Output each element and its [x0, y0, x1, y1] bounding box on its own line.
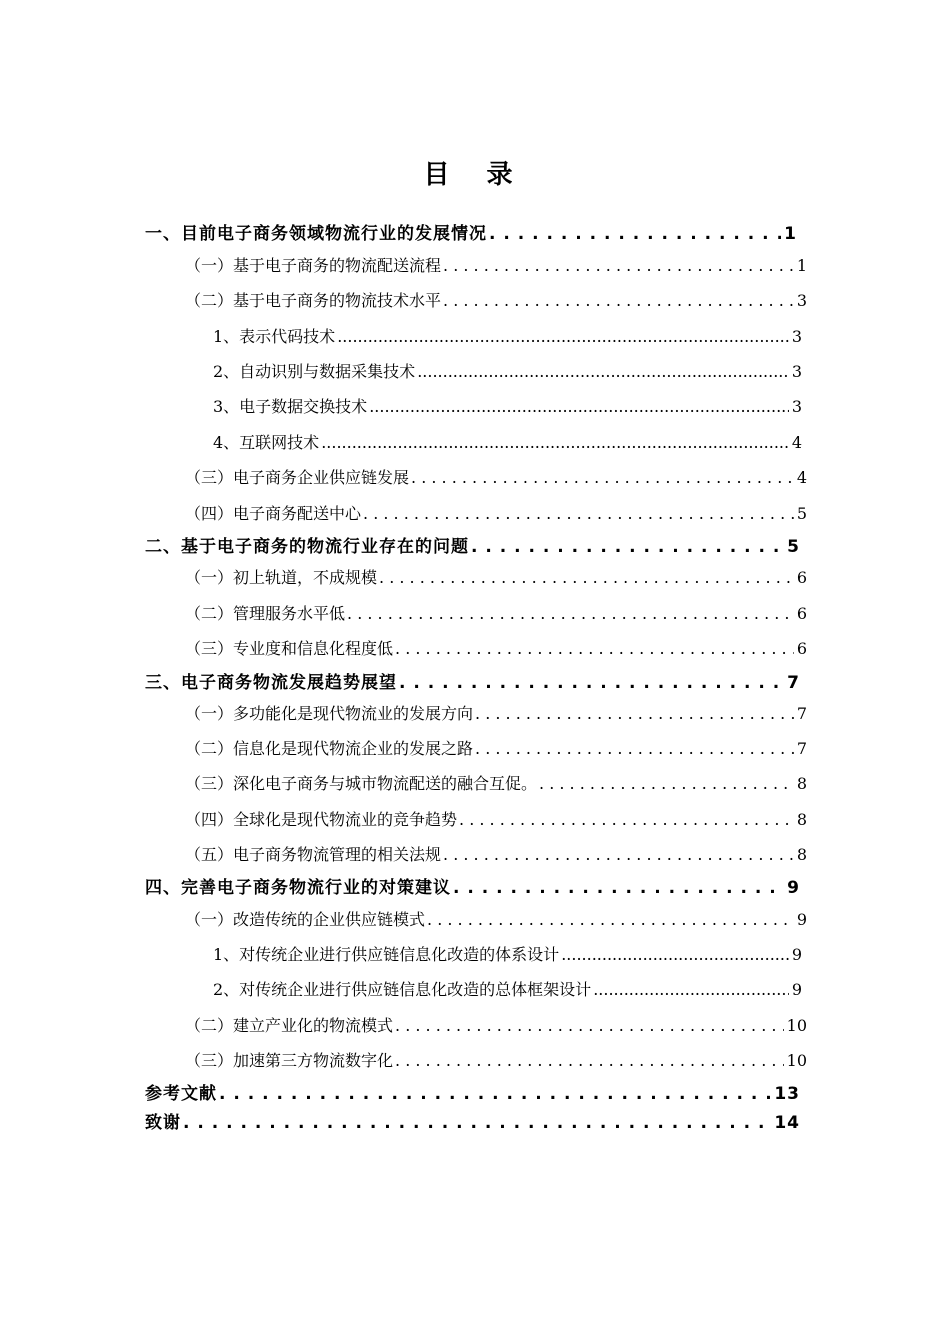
toc-entry-label: （三）深化电子商务与城市物流配送的融合互促。 — [185, 774, 538, 793]
dot-leader — [475, 699, 794, 729]
toc-entry-1-4[interactable] — [185, 499, 807, 529]
toc-entry-label: （三）专业度和信息化程度低 — [185, 639, 394, 658]
dot-leader — [459, 805, 794, 835]
toc-entry-page: 6 — [796, 639, 807, 658]
toc-entry-4-2[interactable] — [185, 1011, 807, 1041]
dot-leader — [395, 1011, 784, 1041]
toc-entry-3-3[interactable] — [185, 769, 807, 799]
dot-leader — [337, 322, 789, 352]
toc-entry-label: （二）信息化是现代物流企业的发展之路 — [185, 739, 474, 758]
toc-entry-page: 1 — [784, 224, 797, 244]
toc-entry-section-2[interactable] — [145, 532, 800, 562]
dot-leader — [399, 668, 784, 698]
dot-leader — [539, 769, 794, 799]
dot-leader — [395, 634, 794, 664]
toc-entry-page: 8 — [796, 810, 807, 829]
toc-entry-page: 14 — [774, 1113, 800, 1133]
toc-entry-page: 5 — [787, 537, 800, 557]
toc-entry-label: 3、电子数据交换技术 — [213, 397, 368, 416]
toc-entry-label: 4、互联网技术 — [213, 433, 320, 452]
toc-entry-page: 13 — [774, 1084, 800, 1104]
toc-entry-3-4[interactable] — [185, 805, 807, 835]
toc-entry-label: （三）加速第三方物流数字化 — [185, 1051, 394, 1070]
toc-entry-3-2[interactable] — [185, 734, 807, 764]
toc-entry-page: 4 — [791, 433, 802, 452]
toc-entry-2-3[interactable] — [185, 634, 807, 664]
toc-entry-1-2-1[interactable] — [213, 322, 802, 352]
dot-leader — [369, 392, 789, 422]
toc-entry-label: 二、基于电子商务的物流行业存在的问题 — [145, 537, 469, 557]
toc-entry-1-2-4[interactable] — [213, 428, 802, 458]
toc-entry-page: 7 — [796, 739, 807, 758]
toc-entry-label: （四）全球化是现代物流业的竞争趋势 — [185, 810, 458, 829]
dot-leader — [593, 975, 789, 1005]
toc-entry-1-2-2[interactable] — [213, 357, 802, 387]
dot-leader — [443, 840, 794, 870]
toc-entry-label: 三、电子商务物流发展趋势展望 — [145, 673, 397, 693]
toc-entry-page: 1 — [796, 256, 807, 275]
toc-entry-page: 10 — [786, 1016, 807, 1035]
toc-entry-label: （二）管理服务水平低 — [185, 604, 346, 623]
toc-entry-page: 9 — [791, 980, 802, 999]
toc-entry-label: 一、目前电子商务领域物流行业的发展情况 — [145, 224, 487, 244]
toc-entry-1-3[interactable] — [185, 463, 807, 493]
toc-title: 目 录 — [423, 160, 527, 190]
toc-entry-page: 3 — [791, 362, 802, 381]
toc-entry-4-1-1[interactable] — [213, 940, 802, 970]
toc-entry-label: 致谢 — [145, 1113, 181, 1133]
toc-entry-page: 9 — [791, 945, 802, 964]
toc-entry-label: （一）多功能化是现代物流业的发展方向 — [185, 704, 474, 723]
toc-entry-page: 3 — [791, 397, 802, 416]
toc-entry-page: 10 — [786, 1051, 807, 1070]
toc-entry-page: 7 — [796, 704, 807, 723]
dot-leader — [183, 1108, 771, 1138]
dot-leader — [427, 905, 794, 935]
dot-leader — [321, 428, 789, 458]
dot-leader — [443, 286, 794, 316]
dot-leader — [219, 1079, 771, 1109]
dot-leader — [489, 219, 781, 249]
toc-entry-page: 3 — [796, 291, 807, 310]
dot-leader — [363, 499, 794, 529]
toc-entry-4-3[interactable] — [185, 1046, 807, 1076]
dot-leader — [453, 873, 784, 903]
toc-entry-section-4[interactable] — [145, 873, 800, 903]
toc-entry-page: 6 — [796, 604, 807, 623]
toc-entry-label: （一）改造传统的企业供应链模式 — [185, 910, 426, 929]
toc-entry-section-1[interactable] — [145, 219, 797, 249]
toc-entry-label: 1、表示代码技术 — [213, 327, 336, 346]
toc-entry-page: 8 — [796, 845, 807, 864]
toc-entry-label: （五）电子商务物流管理的相关法规 — [185, 845, 442, 864]
toc-entry-label: （二）建立产业化的物流模式 — [185, 1016, 394, 1035]
toc-entry-4-1[interactable] — [185, 905, 807, 935]
dot-leader — [395, 1046, 784, 1076]
toc-entry-page: 3 — [791, 327, 802, 346]
toc-entry-label: （四）电子商务配送中心 — [185, 504, 362, 523]
dot-leader — [347, 599, 794, 629]
toc-entry-label: （三）电子商务企业供应链发展 — [185, 468, 410, 487]
toc-entry-label: 2、自动识别与数据采集技术 — [213, 362, 416, 381]
dot-leader — [443, 251, 794, 281]
toc-entry-1-2[interactable] — [185, 286, 807, 316]
dot-leader — [379, 563, 794, 593]
toc-entry-section-3[interactable] — [145, 668, 800, 698]
toc-entry-4-1-2[interactable] — [213, 975, 802, 1005]
toc-entry-label: （一）基于电子商务的物流配送流程 — [185, 256, 442, 275]
toc-entry-page: 9 — [796, 910, 807, 929]
toc-entry-label: （一）初上轨道，不成规模 — [185, 568, 378, 587]
toc-entry-label: 2、对传统企业进行供应链信息化改造的总体框架设计 — [213, 980, 592, 999]
toc-entry-label: 参考文献 — [145, 1084, 217, 1104]
toc-entry-page: 7 — [787, 673, 800, 693]
toc-entry-label: 四、完善电子商务物流行业的对策建议 — [145, 878, 451, 898]
toc-entry-1-1[interactable] — [185, 251, 807, 281]
toc-entry-page: 5 — [796, 504, 807, 523]
toc-entry-3-1[interactable] — [185, 699, 807, 729]
dot-leader — [475, 734, 794, 764]
toc-entry-page: 9 — [787, 878, 800, 898]
dot-leader — [417, 357, 789, 387]
toc-entry-1-2-3[interactable] — [213, 392, 802, 422]
toc-entry-3-5[interactable] — [185, 840, 807, 870]
toc-entry-label: （二）基于电子商务的物流技术水平 — [185, 291, 442, 310]
dot-leader — [471, 532, 784, 562]
dot-leader — [561, 940, 789, 970]
toc-entry-acknowledgements[interactable] — [145, 1108, 800, 1138]
toc-entry-page: 8 — [796, 774, 807, 793]
toc-entry-page: 6 — [796, 568, 807, 587]
toc-entry-references[interactable] — [145, 1079, 800, 1109]
toc-entry-label: 1、对传统企业进行供应链信息化改造的体系设计 — [213, 945, 560, 964]
toc-entry-page: 4 — [796, 468, 807, 487]
toc-entry-2-1[interactable] — [185, 563, 807, 593]
toc-entry-2-2[interactable] — [185, 599, 807, 629]
dot-leader — [411, 463, 794, 493]
